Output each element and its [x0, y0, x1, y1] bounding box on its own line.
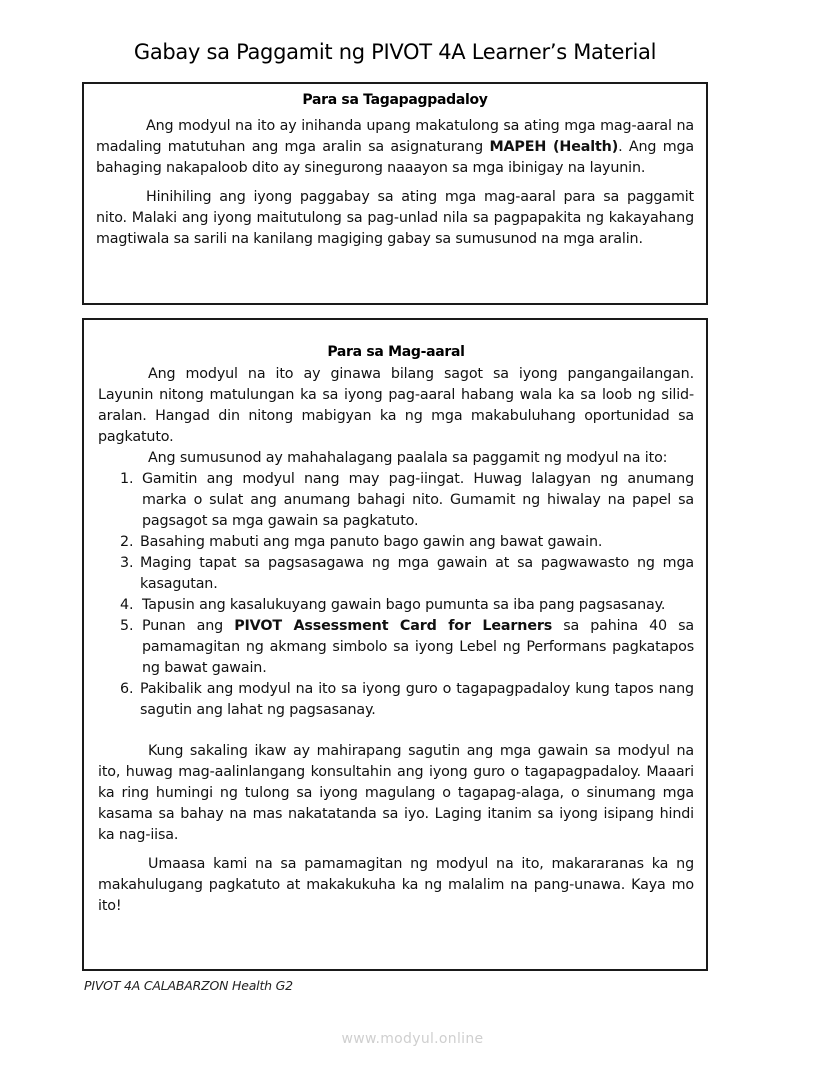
facilitator-paragraph-1 — [96, 116, 694, 179]
list-text — [120, 616, 694, 679]
footer-label: PIVOT 4A CALABARZON Health G2 — [84, 978, 293, 993]
list-text: Pakibalik ang modyul na ito sa iyong guro o tagapagpadaloy kung tapos nang sagutin ang lahat ng pagsasanay. — [140, 681, 694, 718]
reminders-list — [120, 469, 694, 721]
text-segment: Punan ang — [142, 618, 235, 634]
list-item: 1. Gamitin ang modyul nang may pag-iingat. Huwag lalagyan ng anumang marka o sulat ang anumang bahagi nito. Gumamit ng hiwalay na papel sa pagsagot sa mga gawain sa pagkatuto. — [120, 469, 694, 532]
facilitator-section — [82, 82, 708, 305]
list-text: Basahing mabuti ang mga panuto bago gawin ang bawat gawain. — [140, 534, 603, 550]
subject-name: MAPEH (Health) — [489, 139, 619, 155]
list-item: 4. Tapusin ang kasalukuyang gawain bago pumunta sa iba pang pagsasanay. — [120, 595, 694, 616]
list-item: 6. Pakibalik ang modyul na ito sa iyong guro o tagapagpadaloy kung tapos nang sagutin ang lahat ng pagsasanay. — [120, 679, 694, 721]
assessment-card-name: PIVOT Assessment Card for Learners — [234, 618, 553, 634]
list-item: 2. Basahing mabuti ang mga panuto bago gawin ang bawat gawain. — [120, 532, 694, 553]
closing-paragraph: Umaasa kami na sa pamamagitan ng modyul na ito, makararanas ka ng makahulugang pagkatuto at makakukuha ka ng malalim na pang-unawa. Kaya mo ito! — [98, 856, 694, 914]
text-segment: Ang modyul na ito ay inihanda upang makatulong sa ating mga mag-aaral na madaling matutuhan ang mga aralin sa asignaturang — [96, 118, 694, 155]
facilitator-paragraph-2: Hinihiling ang iyong paggabay sa ating mga mag-aaral para sa paggamit nito. Malaki ang iyong maitutulong sa pag-unlad nila sa pagpapakita ng kakayahang magtiwala sa sarili na kanilang magiging gabay sa sumusunod na mga aralin. — [96, 189, 694, 247]
list-item: 5. Punan ang PIVOT Assessment Card for Learners sa pahina 40 sa pamamagitan ng akmang simbolo sa iyong Lebel ng Performans pagkatapos ng bawat gawain. — [120, 616, 694, 679]
reminders-lead: Ang sumusunod ay mahahalagang paalala sa paggamit ng modyul na ito: — [148, 450, 668, 466]
list-text: Maging tapat sa pagsasagawa ng mga gawain at sa pagwawasto ng mga kasagutan. — [140, 555, 694, 592]
page-title: Gabay sa Paggamit ng PIVOT 4A Learner’s Material — [133, 40, 657, 64]
learner-section — [82, 318, 708, 971]
facilitator-heading: Para sa Tagapagpadaloy — [302, 92, 488, 108]
watermark: www.modyul.online — [341, 1031, 484, 1047]
list-text: Gamitin ang modyul nang may pag-iingat. Huwag lalagyan ng anumang marka o sulat ang anumang bahagi nito. Gumamit ng hiwalay na papel sa pagsagot sa mga gawain sa pagkatuto. — [142, 471, 694, 529]
learner-heading: Para sa Mag-aaral — [327, 344, 465, 360]
learner-intro: Ang modyul na ito ay ginawa bilang sagot sa iyong pangangailangan. Layunin nitong matulungan ka sa iyong pag-aaral habang wala ka sa loob ng silid-aralan. Hangad din nitong mabigyan ka ng mga makabuluhang oportunidad sa pagkatuto. — [98, 366, 694, 445]
text-segment: sa pahina 40 sa pamamagitan ng akmang simbolo sa iyong Lebel ng Performans pagkatapos ng bawat gawain. — [142, 618, 694, 676]
text-segment: . Ang mga bahaging nakapaloob dito ay sinegurong naaayon sa mga ibinigay na layunin. — [96, 139, 695, 176]
list-item: 3. Maging tapat sa pagsasagawa ng mga gawain at sa pagwawasto ng mga kasagutan. — [120, 553, 694, 595]
list-text: Tapusin ang kasalukuyang gawain bago pumunta sa iba pang pagsasanay. — [142, 597, 666, 613]
help-paragraph: Kung sakaling ikaw ay mahirapang sagutin ang mga gawain sa modyul na ito, huwag mag-aalinlangang konsultahin ang iyong guro o tagapagpadaloy. Maaari ka ring humingi ng tulong sa iyong magulang o tagapag-alaga, o sinumang mga kasama sa bahay na mas nakatatanda sa iyo. Laging itanim sa iyong isipang hindi ka nag-iisa. — [98, 743, 694, 843]
